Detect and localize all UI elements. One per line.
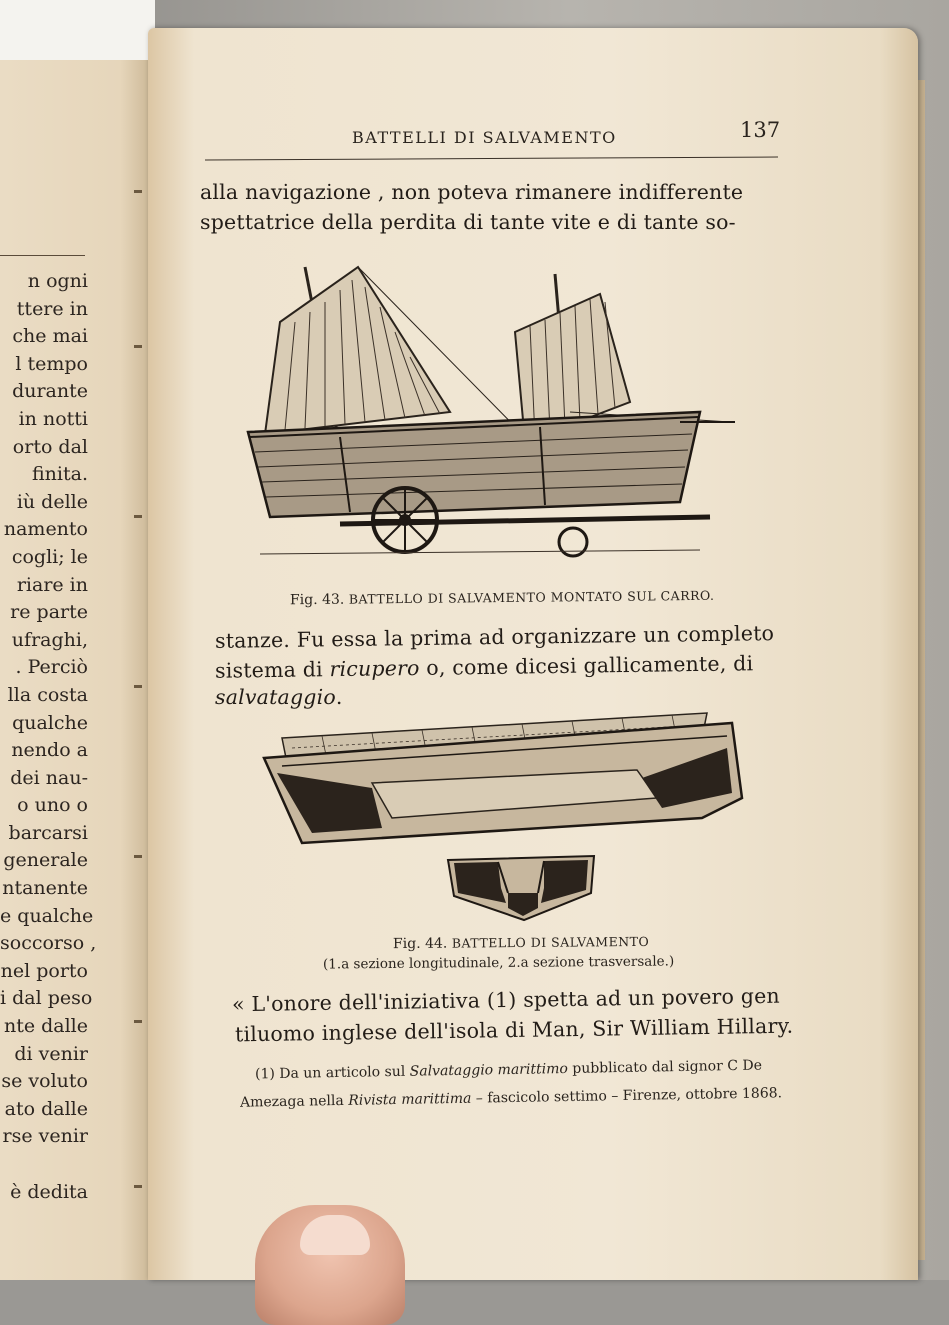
text: pubblicato dal signor C De <box>567 1057 763 1077</box>
left-page-line: lla costa <box>7 683 88 706</box>
left-page-line: nte dalle <box>3 1015 88 1038</box>
paragraph-2-line-3 <box>215 685 343 709</box>
stitch-mark <box>134 855 142 858</box>
left-page-line: se voluto <box>1 1070 88 1093</box>
page-number: 137 <box>740 118 781 142</box>
figure-44-subcaption: (1.a sezione longitudinale, 2.a sezione trasversale.) <box>322 953 675 973</box>
paragraph-3-line-2: tiluomo inglese dell'isola di Man, Sir William Hillary. <box>234 1013 794 1047</box>
emphasis: Rivista marittima <box>348 1090 472 1109</box>
text: (1) Da un articolo sul <box>254 1063 410 1083</box>
left-page-line: dei nau- <box>10 766 88 789</box>
left-page-line: ntanente <box>2 877 88 900</box>
text: sistema di <box>214 657 330 683</box>
stitch-mark <box>134 685 142 688</box>
left-page-line: ttere in <box>16 297 88 320</box>
left-page-line: nendo a <box>11 739 88 762</box>
left-page <box>0 60 152 1280</box>
emphasis: ricupero <box>329 655 420 682</box>
left-page-line: l tempo <box>15 352 88 375</box>
left-page-line: è dedita <box>10 1180 88 1203</box>
left-page-line: cogli; le <box>11 545 88 568</box>
stitch-mark <box>134 1185 142 1188</box>
left-page-line <box>0 1151 88 1179</box>
lifeboat-on-cart-illustration <box>240 262 740 562</box>
left-page-line: namento <box>3 518 88 541</box>
paragraph-1-line-2: spettatrice della perdita di tante vite e di tante so- <box>200 210 736 234</box>
left-page-line: durante <box>12 380 88 403</box>
left-page-line: ato dalle <box>4 1097 88 1120</box>
figure-43-caption-text: BATTELLO DI SALVAMENTO MONTATO SUL CARRO. <box>348 587 715 607</box>
stitch-mark <box>134 190 142 193</box>
left-page-line: . Perciò <box>15 656 88 679</box>
left-page-line: nel porto <box>0 959 88 982</box>
left-page-line: in notti <box>18 407 88 430</box>
stitch-mark <box>134 1020 142 1023</box>
left-page-line: i dal peso <box>0 987 93 1010</box>
left-page-line: o uno o <box>17 794 88 817</box>
lifeboat-longitudinal-section-illustration <box>262 708 747 853</box>
left-page-line: e qualche <box>0 904 94 927</box>
left-page-line: rse venir <box>2 1125 88 1148</box>
paragraph-1-line-1: alla navigazione , non poteva rimanere indifferente <box>200 180 744 204</box>
left-page-line: generale <box>3 849 88 872</box>
left-page-line: re parte <box>10 601 88 624</box>
left-page-text <box>0 268 97 1206</box>
left-page-line: orto dal <box>12 435 88 458</box>
running-header: BATTELLI DI SALVAMENTO <box>352 128 617 147</box>
left-page-line: soccorso , <box>0 932 97 955</box>
left-page-line: finita. <box>32 463 88 486</box>
text: . <box>335 685 343 709</box>
left-page-line: qualche <box>12 711 88 734</box>
left-page-line: di venir <box>14 1042 88 1065</box>
left-page-line: ufraghi, <box>11 628 88 651</box>
text: o, come dicesi gallicamente, di <box>419 651 754 680</box>
left-page-line: barcarsi <box>8 821 88 844</box>
lifeboat-cross-section-illustration <box>446 848 598 923</box>
left-page-line: n ogni <box>27 270 88 292</box>
paragraph-2-line-1: stanze. Fu essa la prima ad organizzare un completo <box>214 621 775 653</box>
figure-44-caption-text: BATTELLO DI SALVAMENTO <box>451 933 650 951</box>
text: – fascicolo settimo – Firenze, ottobre 1868. <box>471 1085 783 1107</box>
left-page-line: che mai <box>12 325 88 348</box>
emphasis: salvataggio <box>215 685 336 709</box>
paragraph-3-line-1: « L'onore dell'iniziativa (1) spetta ad un povero gen <box>231 983 781 1017</box>
emphasis: Salvataggio marittimo <box>409 1060 568 1080</box>
text: Amezaga nella <box>239 1092 349 1111</box>
stitch-mark <box>134 345 142 348</box>
figure-44-number: Fig. 44. <box>392 935 448 953</box>
figure-43-number: Fig. 43. <box>289 591 345 609</box>
left-header-rule <box>0 255 85 256</box>
left-page-line: riare in <box>16 573 88 596</box>
figure-44-caption <box>393 934 649 952</box>
left-page-line: iù delle <box>16 490 88 513</box>
stitch-mark <box>134 515 142 518</box>
